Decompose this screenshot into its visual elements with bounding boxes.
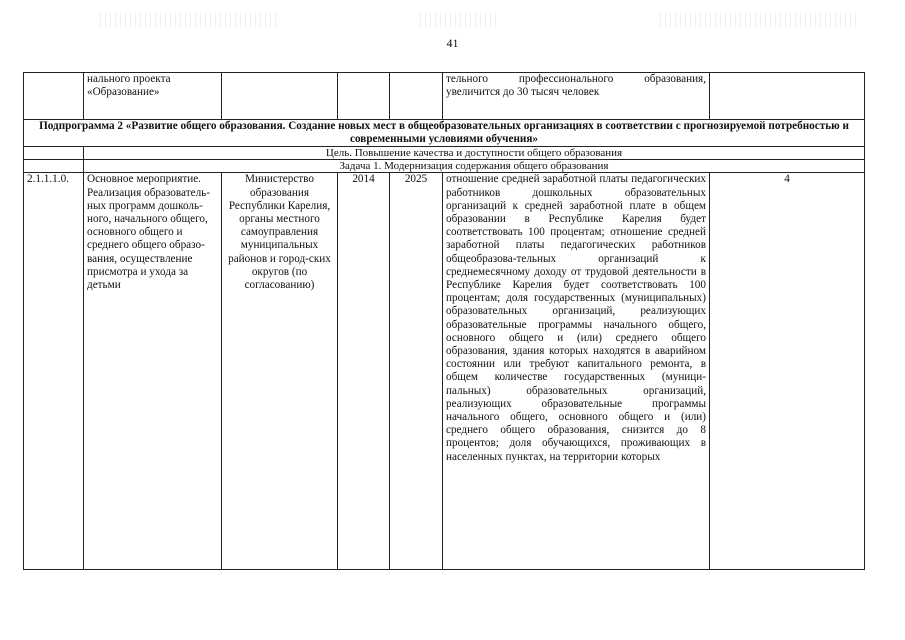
cell-activity-name: нального проекта «Образование» (84, 73, 222, 120)
subprogram-header-row (24, 120, 865, 147)
cell-end-year: 2025 (390, 173, 443, 570)
task-row (24, 160, 865, 173)
program-table (23, 72, 865, 570)
cell-end-year (390, 73, 443, 120)
cell-indicator: 4 (710, 173, 865, 570)
cell-expected-result: тельного профессионального образования, увеличится до 30 тысяч человек (443, 73, 710, 120)
cell-start-year (338, 73, 390, 120)
activity-row (24, 173, 865, 570)
cell-executor (222, 73, 338, 120)
cell-number: 2.1.1.1.0. (24, 173, 84, 570)
continuation-row (24, 73, 865, 120)
cell-executor: Министерство образования Республики Карелия, органы местного самоуправления муниципальных районов и город-ских округов (по согласованию) (222, 173, 338, 570)
scan-noise (660, 12, 860, 28)
cell-number (24, 73, 84, 120)
cell-indicator (710, 73, 865, 120)
scan-noise (420, 12, 500, 28)
cell-activity-name: Основное мероприятие. Реализация образователь-ных программ дошколь-ного, начального общего, основного общего и среднего общего образо-вания, осуществление присмотра и ухода за детьми (84, 173, 222, 570)
goal-row (24, 147, 865, 160)
cell-empty (24, 160, 84, 173)
cell-empty (24, 147, 84, 160)
cell-expected-result: отношение средней заработной платы педагогических работников дошкольных образовательных организаций к средней заработной плате в общем образовании в Республике Карелия будет соответствовать 100 процентам; отношение средней заработной платы педагогических работников общеобразова-тельных организаций к среднемесячному доходу от трудовой деятельности в Республике Карелия будет соответствовать 100 процентам; доля государственных (муниципальных) образовательных организаций, реализующих образовательные программы начального общего, основного общего и (или) среднего общего образования, здания которых находятся в аварийном состоянии или требуют капитального ремонта, в общем количестве государственных (муници-пальных) образовательных организаций, реализующих образовательные программы начального общего, основного общего и (или) среднего общего образования, снизится до 8 процентов; доля обучающихся, проживающих в населенных пунктах, на территории которых (443, 173, 710, 570)
cell-start-year: 2014 (338, 173, 390, 570)
goal-text: Цель. Повышение качества и доступности общего образования (84, 147, 865, 160)
subprogram-header: Подпрограмма 2 «Развитие общего образования. Создание новых мест в общеобразовательных организациях в соответствии с прогнозируемой потребностью и современными условиями обучения» (24, 120, 865, 147)
scan-noise (100, 12, 280, 28)
page-number: 41 (446, 36, 459, 50)
task-text: Задача 1. Модернизация содержания общего образования (84, 160, 865, 173)
